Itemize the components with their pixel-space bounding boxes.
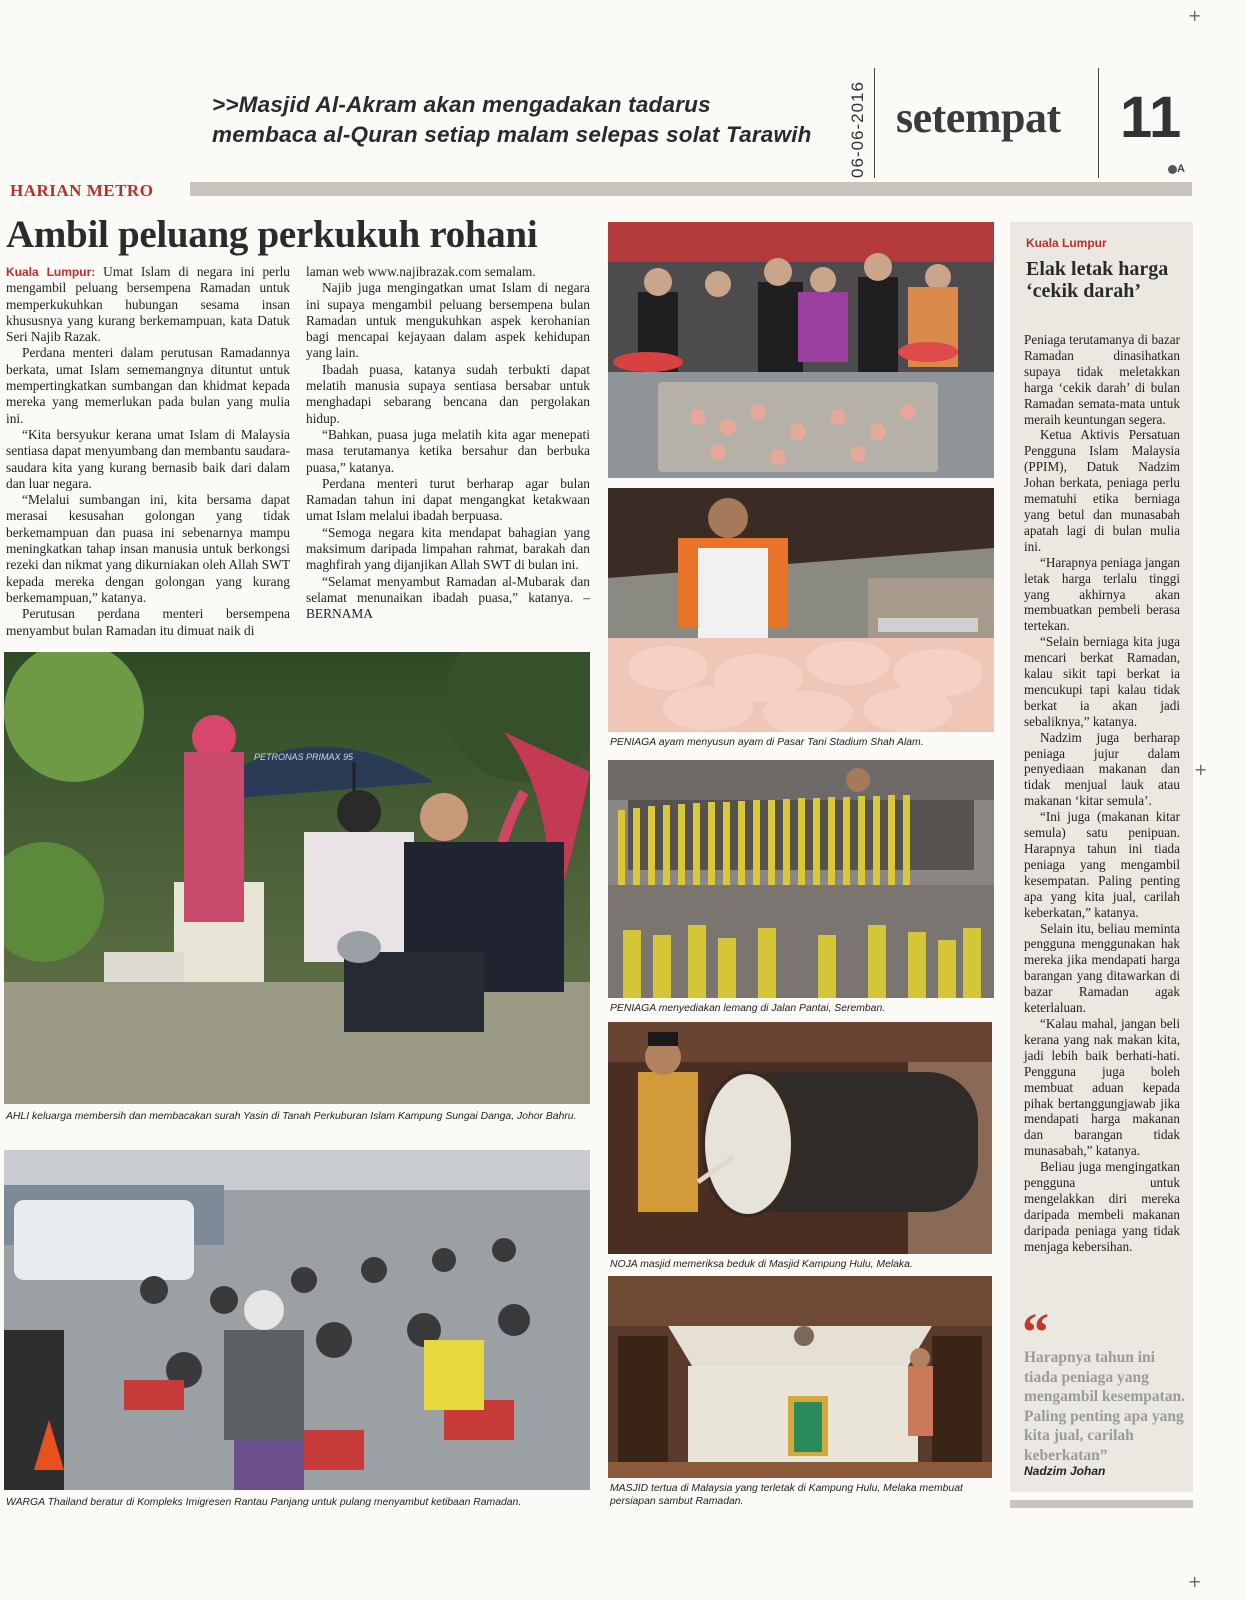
paragraph: “Melalui sumbangan ini, kita bersama dapat merasai kesusahan golongan yang tidak berkemampuan dan puasa ini sebenarnya mampu meningkatkan tahap insan manusia untuk berkongsi rezeki dan nikmat yang dikurniakan oleh Allah SWT kepada mereka dengan golongan yang kurang berkemampuan,” katanya. — [6, 492, 290, 605]
paragraph: Peniaga terutamanya di bazar Ramadan dinasihatkan supaya tidak meletakkan harga ‘cekik darah’ di bulan Ramadan semata-mata untuk meraih keuntungan segera. — [1024, 332, 1180, 427]
section-name: setempat — [896, 93, 1061, 142]
photo-lemang — [608, 760, 994, 998]
paragraph: Najib juga mengingatkan umat Islam di negara ini supaya mengambil peluang bersempena bulan Ramadan untuk mengukuhkan aspek kerohanian bagi mencapai kejayaan dalam aspek kehidupan yang lain. — [306, 280, 590, 361]
article-column-1 — [6, 264, 290, 639]
teaser — [212, 90, 852, 150]
a-marker — [1168, 163, 1185, 175]
paragraph: Perutusan perdana menteri bersempena menyambut bulan Ramadan itu dimuat naik di — [6, 606, 290, 638]
pull-quote-author: Nadzim Johan — [1024, 1464, 1106, 1478]
sidebar-dateline: Kuala Lumpur — [1026, 236, 1107, 250]
caption-cemetery: AHLI keluarga membersih dan membacakan surah Yasin di Tanah Perkuburan Islam Kampung Sungai Danga, Johor Bahru. — [6, 1111, 577, 1122]
caption-motorbikes: WARGA Thailand beratur di Kompleks Imigresen Rantau Panjang untuk pulang menyambut ketibaan Ramadan. — [6, 1497, 522, 1508]
caption-lemang: PENIAGA menyediakan lemang di Jalan Pantai, Seremban. — [610, 1003, 886, 1014]
pull-quote: Harapnya tahun ini tiada peniaga yang mengambil kesempatan. Paling penting apa yang kita jual, carilah keberkatan” — [1024, 1349, 1186, 1464]
a-label: A — [1177, 163, 1185, 175]
photo-market — [608, 222, 994, 478]
mosque-illustration — [608, 1276, 992, 1478]
paragraph: Ketua Aktivis Persatuan Pengguna Islam Malaysia (PPIM), Datuk Nadzim Johan berkata, peniaga perlu mematuhi etika berniaga yang betul dan munasabah apatah lagi di bulan mulia ini. — [1024, 427, 1180, 554]
paragraph: “Semoga negara kita mendapat bahagian yang maksimum daripada limpahan rahmat, barakah dan maghfirah yang dijanjikan Allah SWT di bulan ini. — [306, 524, 590, 573]
header-band — [190, 182, 1192, 196]
market-illustration — [608, 222, 994, 478]
paragraph: Beliau juga mengingatkan pengguna untuk mengelakkan diri mereka daripada membeli makanan daripada peniaga yang tidak menjaga kebersihan. — [1024, 1159, 1180, 1254]
teaser-line-2: membaca al-Quran setiap malam selepas solat Tarawih — [212, 122, 812, 147]
dateline: Kuala Lumpur: — [6, 265, 96, 279]
paragraph: “Ini juga (makanan kitar semula) satu penipuan. Harapnya tahun ini tiada peniaga yang mengambil kesempatan. Paling penting apa yang kita jual, carilah keberkatan,” katanya. — [1024, 809, 1180, 920]
sidebar-headline: Elak letak harga ‘cekik darah’ — [1026, 258, 1169, 302]
umbrella-label: PETRONAS PRIMAX 95 — [254, 752, 354, 762]
logo — [10, 181, 153, 201]
photo-motorbikes — [4, 1150, 590, 1490]
issue-date: 06-06-2016 — [848, 81, 867, 178]
beduk-illustration — [608, 1022, 992, 1254]
paragraph: “Selamat menyambut Ramadan al-Mubarak dan selamat menunaikan ibadah puasa,” katanya. – BERNAMA — [306, 573, 590, 622]
logo-harian: HARIAN — [10, 181, 82, 200]
paragraph: Selain itu, beliau meminta pengguna menggunakan hak mereka jika mendapati harga barangan yang ditawarkan di bazar Ramadan agak keterlaluan. — [1024, 920, 1180, 1016]
photo-mosque — [608, 1276, 992, 1478]
masthead-divider-1 — [874, 68, 875, 178]
paragraph: Perdana menteri dalam perutusan Ramadannya berkata, umat Islam sememangnya dituntut untuk mempertingkatkan sumbangan dan khidmat kepada mereka yang memerlukan pada bulan yang mulia ini. — [6, 345, 290, 426]
dot-icon — [1168, 165, 1177, 174]
paragraph: Kuala Lumpur: Umat Islam di negara ini perlu mengambil peluang bersempena Ramadan untuk memperkukuhkan hubungan sesama insan khususnya yang kurang berkemampuan, kata Datuk Seri Najib Razak. — [6, 264, 291, 345]
motorbikes-illustration — [4, 1150, 590, 1490]
sidebar-body — [1024, 332, 1180, 1255]
paragraph: Perdana menteri turut berharap agar bulan Ramadan tahun ini dapat mengangkat ketakwaan umat Islam melalui ibadah berpuasa. — [306, 475, 590, 524]
paragraph: “Kalau mahal, jangan beli kerana yang nak makan kita, jadi lebih baik berhati-hati. Pengguna juga boleh membuat aduan kepada pihak bertanggungjawab jika mendapati harga makanan dan barangan tidak munasabah,” katanya. — [1024, 1015, 1180, 1159]
crop-mark-mid-right: + — [1194, 760, 1208, 779]
teaser-line-1: >>Masjid Al-Akram akan mengadakan tadarus — [212, 92, 711, 117]
paragraph: “Kita bersyukur kerana umat Islam di Malaysia sentiasa dapat menyumbang dan membantu saudara-saudara kita yang kurang bernasib baik dari dalam dan luar negara. — [6, 426, 290, 491]
photo-chicken — [608, 488, 994, 732]
logo-metro: METRO — [86, 181, 154, 200]
crop-mark-bottom-right: + — [1188, 1572, 1202, 1591]
caption-chicken: PENIAGA ayam menyusun ayam di Pasar Tani Stadium Shah Alam. — [610, 737, 924, 748]
paragraph: “Bahkan, puasa juga melatih kita agar menepati masa terutamanya ketika bersahur dan berbuka puasa,” katanya. — [306, 426, 590, 475]
photo-cemetery — [4, 652, 590, 1104]
page-number: 11 — [1120, 85, 1182, 150]
caption-beduk: NOJA masjid memeriksa beduk di Masjid Kampung Hulu, Melaka. — [610, 1259, 913, 1270]
chicken-illustration — [608, 488, 994, 732]
sidebar-bottom-band — [1010, 1500, 1193, 1508]
paragraph: “Harapnya peniaga jangan letak harga terlalu tinggi yang akhirnya akan membuatkan pembeli berasa tertekan. — [1024, 554, 1180, 634]
masthead-divider-2 — [1098, 68, 1099, 178]
article-column-2 — [306, 264, 590, 623]
crop-mark-top-right: + — [1188, 6, 1202, 25]
paragraph: Nadzim juga berharap peniaga jujur dalam penyediaan makanan dan tidak menjual lauk atau makanan ‘kitar semula’. — [1024, 729, 1180, 809]
photo-beduk — [608, 1022, 992, 1254]
caption-mosque: MASJID tertua di Malaysia yang terletak di Kampung Hulu, Melaka membuat persiapan sambut Ramadan. — [610, 1483, 963, 1507]
date-box — [848, 66, 872, 180]
cemetery-illustration — [4, 652, 590, 1104]
paragraph: laman web www.najibrazak.com semalam. — [306, 264, 536, 279]
quote-mark-icon: “ — [1022, 1302, 1049, 1362]
paragraph: “Selain berniaga kita juga mencari berkat Ramadan, kalau sikit tapi berkat ia mencukupi tapi kalau tidak berkat ia akan jadi sebaliknya,” katanya. — [1024, 634, 1180, 729]
paragraph: Ibadah puasa, katanya sudah terbukti dapat melatih manusia supaya sentiasa bersabar untuk menghadapi sebarang bencana dan pergolakan hidup. — [306, 361, 590, 426]
article-headline: Ambil peluang perkukuh rohani — [6, 213, 538, 256]
lemang-illustration — [608, 760, 994, 998]
